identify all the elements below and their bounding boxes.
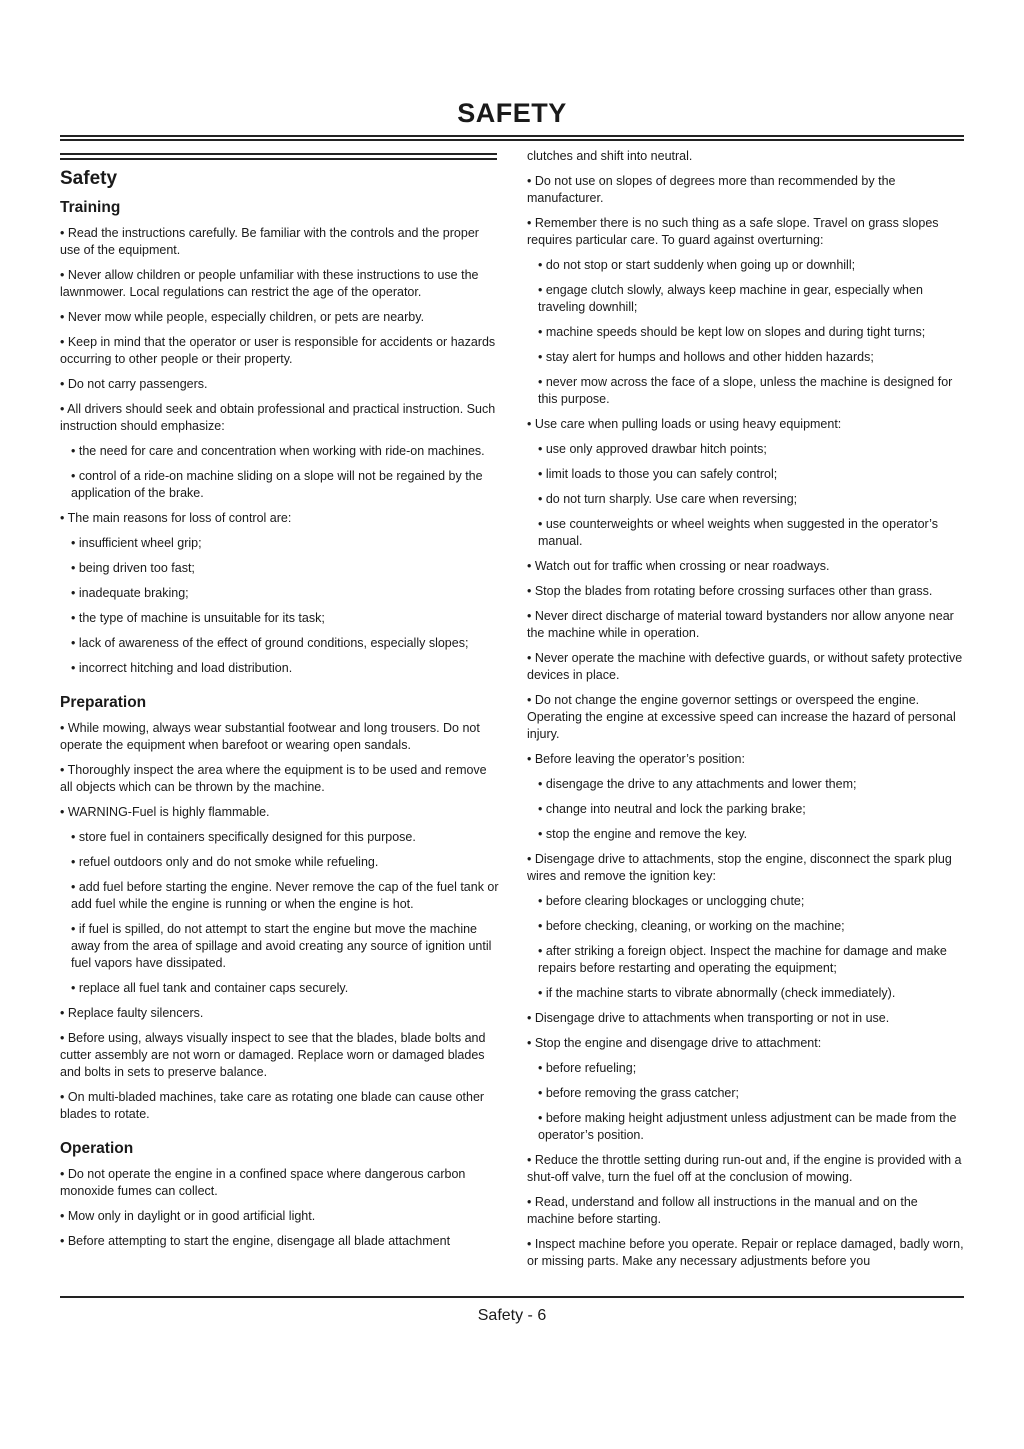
- bullet-item: • Do not change the engine governor settings or overspeed the engine. Operating the engine at excessive speed can increase the hazard of personal injury.: [527, 693, 956, 741]
- training-heading: Training: [60, 199, 121, 216]
- bullet-item: • Before using, always visually inspect to see that the blades, blade bolts and cutter assembly are not worn or damaged. Replace worn or damaged blades and bolts in sets to preserve balance.: [60, 1031, 486, 1079]
- sub-bullet-item: • before checking, cleaning, or working on the machine;: [538, 919, 845, 933]
- bullet-item: • Read, understand and follow all instructions in the manual and on the machine before starting.: [527, 1195, 918, 1226]
- training-list: [60, 225, 500, 677]
- sub-bullet-item: • after striking a foreign object. Inspect the machine for damage and make repairs before restarting and operating the equipment;: [538, 944, 947, 975]
- bullet-item: • The main reasons for loss of control are:: [60, 511, 292, 525]
- sub-bullet-item: • inadequate braking;: [71, 586, 189, 600]
- right-list: [527, 148, 965, 1270]
- bullet-item: • Mow only in daylight or in good artificial light.: [60, 1209, 316, 1223]
- bullet-item: • Use care when pulling loads or using heavy equipment:: [527, 417, 842, 431]
- bullet-item: • Before leaving the operator’s position:: [527, 752, 745, 766]
- sub-bullet-item: • use counterweights or wheel weights when suggested in the operator’s manual.: [538, 517, 938, 548]
- sub-bullet-item: • do not turn sharply. Use care when reversing;: [538, 492, 798, 506]
- bullet-item: • Never operate the machine with defective guards, or without safety protective devices in place.: [527, 651, 963, 682]
- sub-bullet-item: • if fuel is spilled, do not attempt to start the engine but move the machine away from the area of spillage and avoid creating any source of ignition until fuel vapors have dissipated.: [71, 922, 492, 970]
- bullet-item: • Do not use on slopes of degrees more than recommended by the manufacturer.: [527, 174, 896, 205]
- bullet-item: • Read the instructions carefully. Be familiar with the controls and the proper use of the equipment.: [60, 226, 479, 257]
- bullet-item: • Thoroughly inspect the area where the equipment is to be used and remove all objects which can be thrown by the machine.: [60, 763, 487, 794]
- sub-bullet-item: • the need for care and concentration when working with ride-on machines.: [71, 444, 485, 458]
- section-title: Safety: [60, 168, 118, 189]
- operation-list: [60, 1166, 500, 1250]
- sub-bullet-item: • stop the engine and remove the key.: [538, 827, 748, 841]
- bullet-item: • Stop the blades from rotating before crossing surfaces other than grass.: [527, 584, 933, 598]
- bullet-item: • Do not carry passengers.: [60, 377, 208, 391]
- bullet-item: • While mowing, always wear substantial footwear and long trousers. Do not operate the equipment when barefoot or wearing open sandals.: [60, 721, 480, 752]
- title-double-rule: [60, 135, 964, 141]
- bullet-item: • Do not operate the engine in a confined space where dangerous carbon monoxide fumes can collect.: [60, 1167, 466, 1198]
- sub-bullet-item: • add fuel before starting the engine. Never remove the cap of the fuel tank or add fuel while the engine is running or when the engine is hot.: [71, 880, 499, 911]
- sub-bullet-item: • if the machine starts to vibrate abnormally (check immediately).: [538, 986, 896, 1000]
- sub-bullet-item: • do not stop or start suddenly when going up or downhill;: [538, 258, 856, 272]
- bullet-item: • Inspect machine before you operate. Repair or replace damaged, badly worn, or missing parts. Make any necessary adjustments before you: [527, 1237, 964, 1268]
- sub-bullet-item: • before refueling;: [538, 1061, 637, 1075]
- sub-bullet-item: • machine speeds should be kept low on slopes and during tight turns;: [538, 325, 926, 339]
- right-column: [527, 148, 965, 1278]
- preparation-list: [60, 720, 500, 1123]
- sub-bullet-item: • before making height adjustment unless adjustment can be made from the operator’s position.: [538, 1111, 957, 1142]
- sub-bullet-item: • control of a ride-on machine sliding on a slope will not be regained by the application of the brake.: [71, 469, 483, 500]
- sub-bullet-item: • replace all fuel tank and container caps securely.: [71, 981, 349, 995]
- sub-bullet-item: • disengage the drive to any attachments and lower them;: [538, 777, 857, 791]
- sub-bullet-item: • never mow across the face of a slope, unless the machine is designed for this purpose.: [538, 375, 953, 406]
- bullet-item: • Stop the engine and disengage drive to attachment:: [527, 1036, 822, 1050]
- column-double-rule: [60, 153, 497, 160]
- bullet-item: clutches and shift into neutral.: [527, 149, 693, 163]
- sub-bullet-item: • the type of machine is unsuitable for its task;: [71, 611, 325, 625]
- left-column: [60, 167, 500, 1258]
- sub-bullet-item: • incorrect hitching and load distribution.: [71, 661, 293, 675]
- sub-bullet-item: • engage clutch slowly, always keep machine in gear, especially when traveling downhill;: [538, 283, 923, 314]
- sub-bullet-item: • limit loads to those you can safely control;: [538, 467, 778, 481]
- bullet-item: • Keep in mind that the operator or user is responsible for accidents or hazards occurring to other people or their property.: [60, 335, 496, 366]
- bullet-item: • Disengage drive to attachments, stop the engine, disconnect the spark plug wires and remove the ignition key:: [527, 852, 952, 883]
- bullet-item: • Never allow children or people unfamiliar with these instructions to use the lawnmower. Local regulations can restrict the age of the operator.: [60, 268, 479, 299]
- operation-heading: Operation: [60, 1140, 134, 1157]
- bullet-item: • Before attempting to start the engine, disengage all blade attachment: [60, 1234, 451, 1248]
- sub-bullet-item: • refuel outdoors only and do not smoke while refueling.: [71, 855, 379, 869]
- bullet-item: • Remember there is no such thing as a safe slope. Travel on grass slopes requires particular care. To guard against overturning:: [527, 216, 939, 247]
- sub-bullet-item: • insufficient wheel grip;: [71, 536, 202, 550]
- sub-bullet-item: • store fuel in containers specifically designed for this purpose.: [71, 830, 416, 844]
- bullet-item: • Replace faulty silencers.: [60, 1006, 204, 1020]
- bullet-item: • Never mow while people, especially children, or pets are nearby.: [60, 310, 425, 324]
- footer-rule: [60, 1296, 964, 1298]
- sub-bullet-item: • use only approved drawbar hitch points;: [538, 442, 767, 456]
- bullet-item: • Disengage drive to attachments when transporting or not in use.: [527, 1011, 890, 1025]
- bullet-item: • Reduce the throttle setting during run-out and, if the engine is provided with a shut-off valve, turn the fuel off at the conclusion of mowing.: [527, 1153, 962, 1184]
- bullet-item: • Watch out for traffic when crossing or near roadways.: [527, 559, 830, 573]
- bullet-item: • On multi-bladed machines, take care as rotating one blade can cause other blades to rotate.: [60, 1090, 485, 1121]
- page-title: SAFETY: [457, 98, 567, 128]
- sub-bullet-item: • before clearing blockages or unclogging chute;: [538, 894, 805, 908]
- preparation-heading: Preparation: [60, 694, 147, 711]
- sub-bullet-item: • stay alert for humps and hollows and other hidden hazards;: [538, 350, 874, 364]
- bullet-item: • All drivers should seek and obtain professional and practical instruction. Such instruction should emphasize:: [60, 402, 496, 433]
- sub-bullet-item: • change into neutral and lock the parking brake;: [538, 802, 806, 816]
- sub-bullet-item: • being driven too fast;: [71, 561, 195, 575]
- page-number: Safety - 6: [477, 1307, 547, 1324]
- sub-bullet-item: • lack of awareness of the effect of ground conditions, especially slopes;: [71, 636, 469, 650]
- bullet-item: • Never direct discharge of material toward bystanders nor allow anyone near the machine while in operation.: [527, 609, 954, 640]
- bullet-item: • WARNING-Fuel is highly flammable.: [60, 805, 270, 819]
- sub-bullet-item: • before removing the grass catcher;: [538, 1086, 740, 1100]
